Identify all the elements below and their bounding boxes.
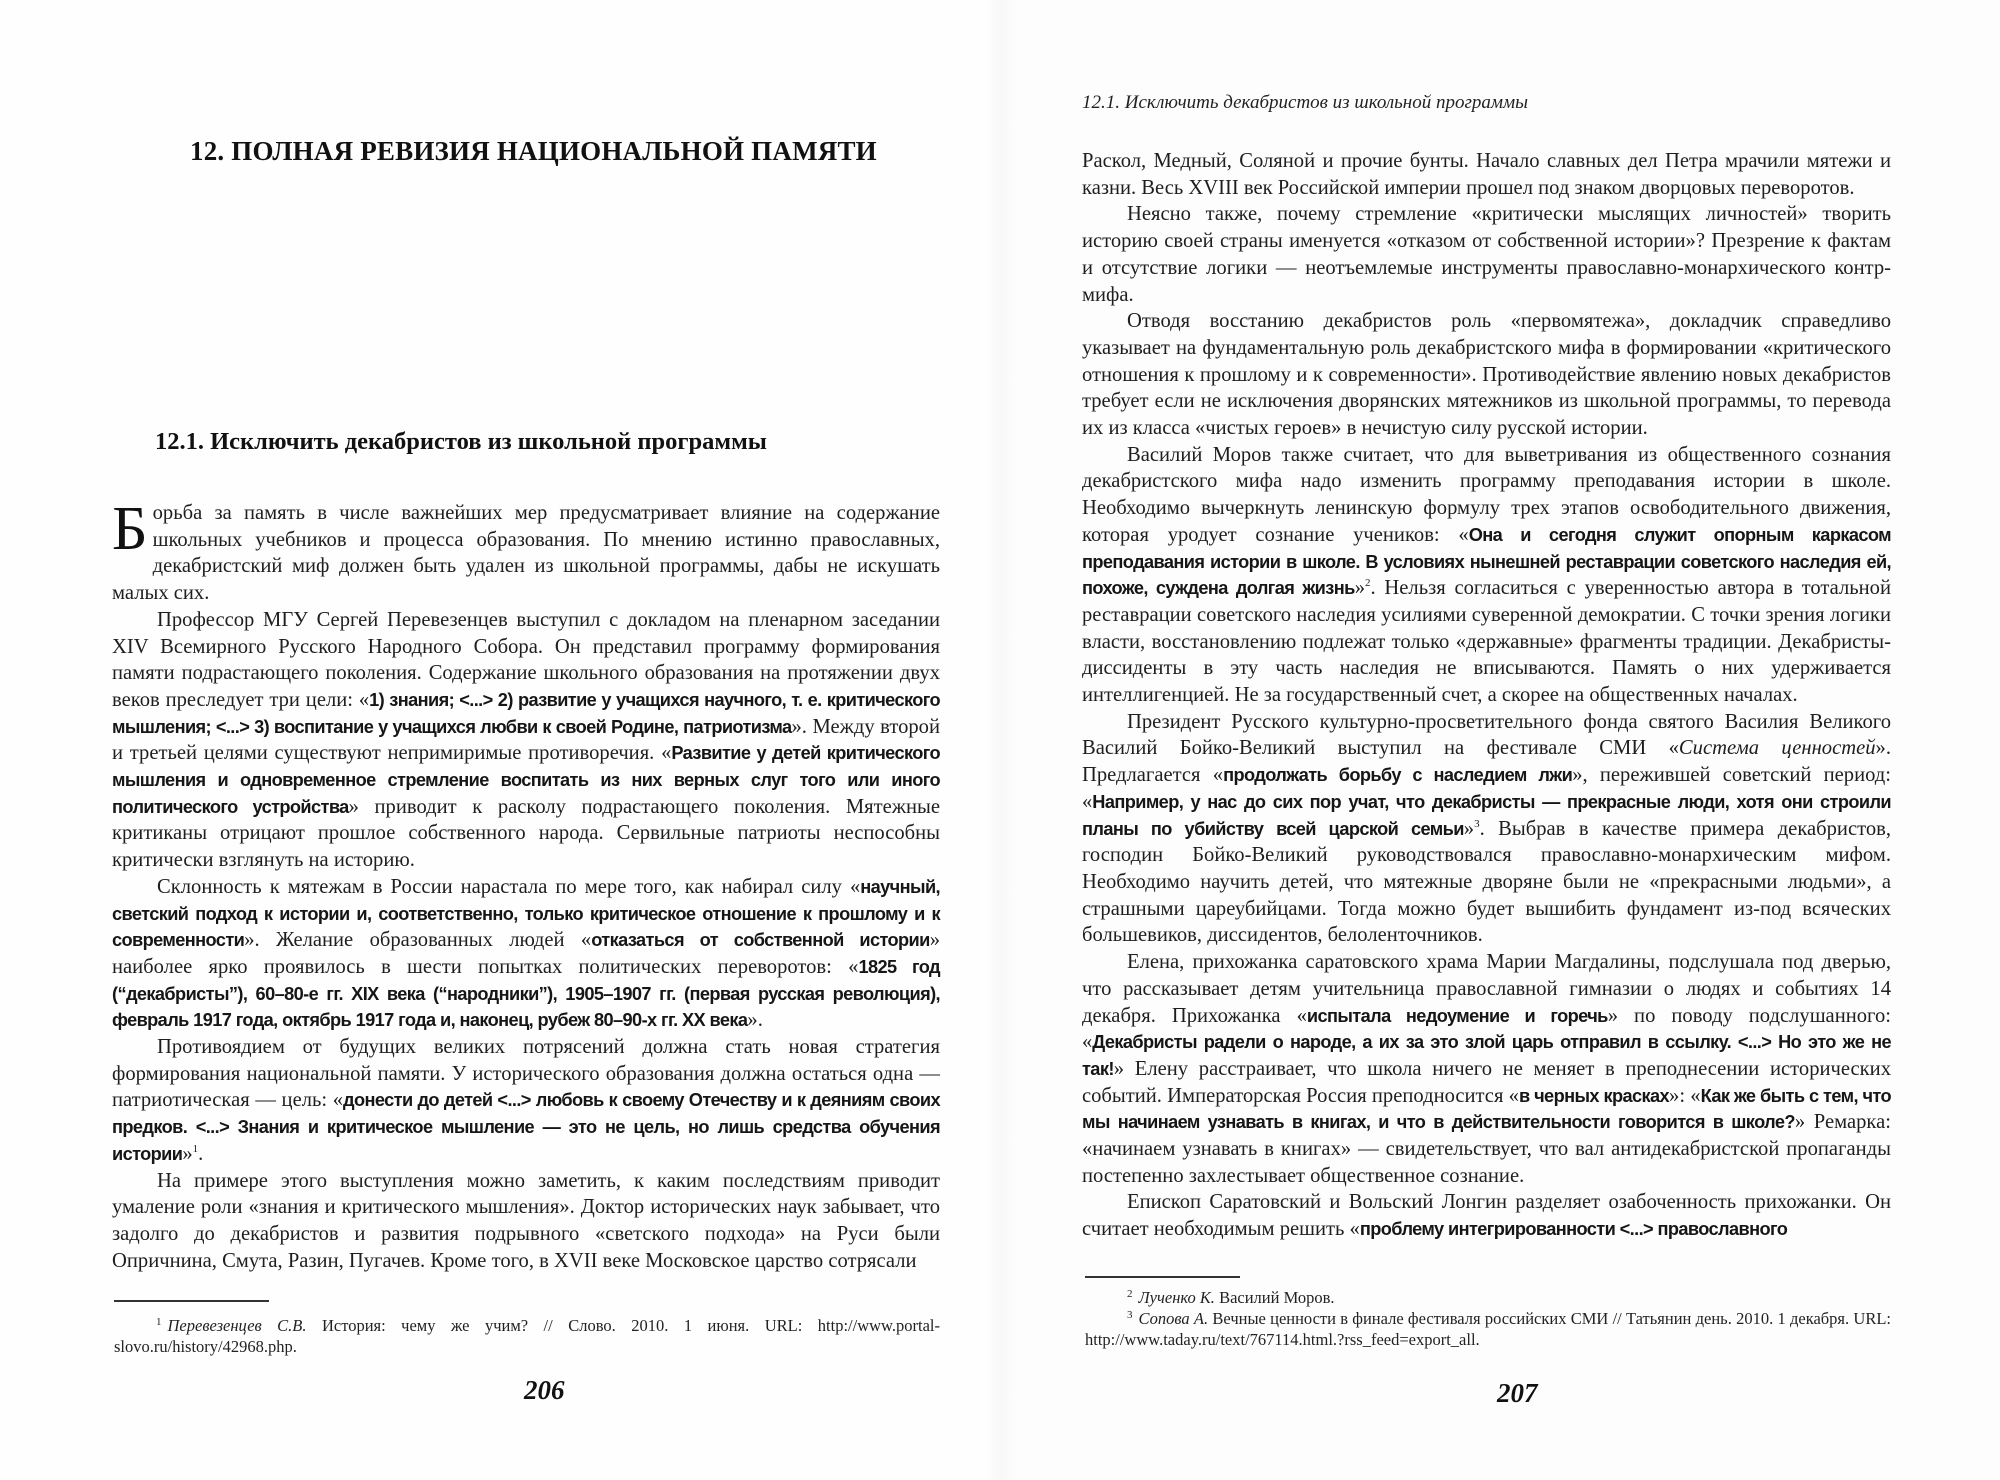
page-number: 207 — [1497, 1378, 1538, 1408]
paragraph: Епископ Саратовский и Вольский Лонгин разделяет озабоченность прихожанки. Он считает необходимым решить «проблему интегрированности <...> православного — [1082, 1191, 1891, 1241]
footnote: $^1$ Перевезенцев С.В. История: чему же учим? // Слово. 2010. 1 июня. URL: http://www.portal-slovo.ru/history/42968.php. — [114, 1315, 940, 1356]
drop-cap: Б — [112, 495, 148, 563]
quotation: отказаться от собственной истории — [591, 930, 930, 951]
paragraph: Склонность к мятежам в России нарастала по мере того, как набирал силу «научный, светский подход к истории и, соответственно, только критическое отношение к прошлому и к современности». Желание образованных людей «отказаться от собственной истории» наиболее ярко проявилось в шести попытках политических переворотов: «1825 год (“декабристы”), 60–80-е гг. XIX века (“народники”), 1905–1907 гг. (первая русская революция), февраль 1917 года, октябрь 1917 года и, наконец, рубеж 80–90-х гг. XX века». — [112, 875, 941, 1032]
quotation: Как же быть с тем, что мы начинаем узнавать в книгах, и что в действительности говорится в школе? — [1082, 1085, 1891, 1133]
quotation: испытала недоумение и горечь — [1306, 1005, 1608, 1026]
paragraph: Неясно также, почему стремление «критически мыслящих личностей» творить историю своей страны именуется «отказом от собственной истории»? Презрение к фактам и отсутствие логики — неотъемлемые инструменты православно-монархического контр-мифа. — [1082, 203, 1891, 306]
quotation: проблему интегрированности <...> православного — [1359, 1219, 1788, 1240]
footnote-ref[interactable]: 3 — [1474, 817, 1480, 830]
chapter-title: 12. ПОЛНАЯ РЕВИЗИЯ НАЦИОНАЛЬНОЙ ПАМЯТИ — [190, 136, 877, 166]
footnotes — [114, 1315, 940, 1357]
quotation: Декабристы радели о народе, а их за это злой царь отправил в ссылку. <...> Но это же не так! — [1082, 1032, 1891, 1079]
paragraph: Президент Русского культурно-просветительного фонда святого Василия Великого Василий Бойко-Великий выступил на фестивале СМИ «Система ценностей». Предлагается «продолжать борьбу с наследием лжи», пережившей советский период: «Например, у нас до сих пор учат, что декабристы — прекрасные люди, хотя они строили планы по убийству всей царской семьи»$^3$. Выбрав в качестве примера декабристов, господин Бойко-Великий руководствовался православно-монархическим мифом. Необходимо научить детей, что мятежные дворяне были не «прекрасными людьми», а страшными цареубийцами. Тогда можно будет вышибить фундамент из-под всяческих большевиков, диссидентов, белоленточников. — [1082, 710, 1892, 947]
quotation: Развитие у детей критического мышления и одновременное стремление воспитать из них верных слуг того или иного политического устройства — [112, 743, 940, 817]
festival-name: Система ценностей — [1678, 737, 1876, 760]
paragraph: Отводя восстанию декабристов роль «первомятежа», докладчик справедливо указывает на фундаментальную роль декабристского мифа в формировании «критического отношения к прошлому и к современности». Противодействие явлению новых декабристов требует если не исключения дворянских мятежников из школьной программы, то перевода их из класса «чистых героев» в нечистую силу русской истории. — [1082, 310, 1891, 440]
left-body-text — [112, 495, 941, 1274]
right-body-text — [1082, 148, 1891, 1243]
running-head: 12.1. Исключить декабристов из школьной программы — [1082, 92, 1529, 113]
quotation: в черных красках — [1518, 1085, 1670, 1106]
footnote-divider — [114, 1300, 269, 1302]
footnote-ref[interactable]: 2 — [1364, 577, 1371, 590]
paragraph: Профессор МГУ Сергей Перевезенцев выступил с докладом на пленарном заседании XIV Всемирного Русского Народного Собора. Он представил программу формирования памяти подрастающего поколения. Содержание школьного образования на протяжении двух веков преследует три цели: «1) знания; <...> 2) развитие у учащихся научного, т. е. критического мышления; <...> 3) воспитание у учащихся любви к своей Родине, патриотизма». Между второй и третьей целями существуют непримиримые противоречия. «Развитие у детей критического мышления и одновременное стремление воспитать из них верных слуг того или иного политического устройства» приводит к расколу подрастающего поколения. Мятежные критиканы отрицают прошлое собственного народа. Сервильные патриоты неспособны критически взглянуть на историю. — [112, 608, 940, 872]
section-title: 12.1. Исключить декабристов из школьной программы — [155, 428, 767, 455]
quotation: Она и сегодня служит опорным каркасом преподавания истории в школе. В условиях нынешней реставрации советского наследия ей, похоже, суждена долгая жизнь — [1082, 524, 1891, 599]
paragraph: На примере этого выступления можно заметить, к каким последствиям приводит умаление роли «знания и критического мышления». Доктор исторических наук забывает, что задолго до декабристов и развития подрывного «светского подхода» на Руси были Опричнина, Смута, Разин, Пугачев. Кроме того, в XVII веке Московское царство сотрясали — [112, 1169, 940, 1272]
quotation: донести до детей <...> любовь к своему Отечеству и к деяниям своих предков. <...> Знания и критическое мышление — это не цель, но лишь средства обучения истории — [112, 1090, 940, 1164]
footnote-ref[interactable]: 1 — [192, 1143, 199, 1156]
paragraph: Борьба за память в числе важнейших мер предусматривает влияние на содержание школьных учебников и процесса образования. По мнению истинно православных, декабристский миф должен быть удален из школьной программы, дабы не искушать малых сих. — [112, 495, 940, 605]
paragraph: Противоядием от будущих великих потрясений должна стать новая стратегия формирования национальной памяти. У исторического образования должна остаться одна — патриотическая — цель: «донести до детей <...> любовь к своему Отечеству и к деяниям своих предков. <...> Знания и критическое мышление — это не цель, но лишь средства обучения истории»$^1$. — [112, 1036, 940, 1165]
quotation: 1) знания; <...> 2) развитие у учащихся научного, т. е. критического мышления; <...> 3) воспитание у учащихся любви к своей Родине, патриотизма — [112, 689, 940, 737]
quotation: 1825 год (“декабристы”), 60–80-е гг. XIX века (“народники”), 1905–1907 гг. (первая русская революция), февраль 1917 года, октябрь 1917 года и, наконец, рубеж 80–90-х гг. XX века — [112, 956, 941, 1031]
paragraph: Василий Моров также считает, что для выветривания из общественного сознания декабристского мифа надо изменить программу преподавания истории в школе. Необходимо вычеркнуть ленинскую формулу трех этапов освободительного движения, которая уродует сознание учеников: «Она и сегодня служит опорным каркасом преподавания истории в школе. В условиях нынешней реставрации советского наследия ей, похоже, суждена долгая жизнь»$^2$. Нельзя согласиться с уверенностью автора в тотальной реставрации советского наследия усилиями суверенной демократии. С точки зрения логики власти, восстановлению подлежат только «державные» фрагменты традиции. Декабристы-диссиденты в эту часть наследия не вписываются. Память о них удерживается интеллигенцией. Не за государственный счет, а скорее на общественных началах. — [1082, 443, 1892, 707]
page-number: 206 — [524, 1375, 565, 1405]
paragraph: Елена, прихожанка саратовского храма Марии Магдалины, подслушала под дверью, что рассказывает детям учительница православной гимназии о людях и событиях 14 декабря. Прихожанка «испытала недоумение и горечь» по поводу подслушанного: «Декабристы радели о народе, а их за это злой царь отправил в ссылку. <...> Но это же не так!» Елену расстраивает, что школа ничего не меняет в преподнесении исторических событий. Императорская Россия преподносится «в черных красках»: «Как же быть с тем, что мы начинаем узнавать в книгах, и что в действительности говорится в школе?» Ремарка: «начинаем узнавать в книгах» — свидетельствует, что вал антидекабристской пропаганды постепенно захлестывает общественное сознание. — [1082, 951, 1891, 1187]
footnotes — [1085, 1287, 1891, 1350]
footnote-divider — [1085, 1276, 1240, 1278]
quotation: продолжать борьбу с наследием лжи — [1223, 765, 1573, 786]
footnote: $^2$ Лученко К. Василий Моров. — [1127, 1287, 1335, 1307]
paragraph: Раскол, Медный, Соляной и прочие бунты. Начало славных дел Петра мрачили мятежи и казни. Весь XVIII век Российской империи прошел под знаком дворцовых переворотов. — [1082, 150, 1891, 199]
book-gutter — [985, 0, 1015, 1480]
quotation: Например, у нас до сих пор учат, что декабристы — прекрасные люди, хотя они строили планы по убийству всей царской семьи — [1082, 791, 1891, 839]
quotation: научный, светский подход к истории и, соответственно, только критическое отношение к прошлому и к современности — [112, 876, 940, 951]
footnote: $^3$ Сопова А. Вечные ценности в финале фестиваля российских СМИ // Татьянин день. 2010. 1 декабря. URL: http://www.taday.ru/text/767114.html.?rss_feed=export_all. — [1085, 1308, 1891, 1349]
